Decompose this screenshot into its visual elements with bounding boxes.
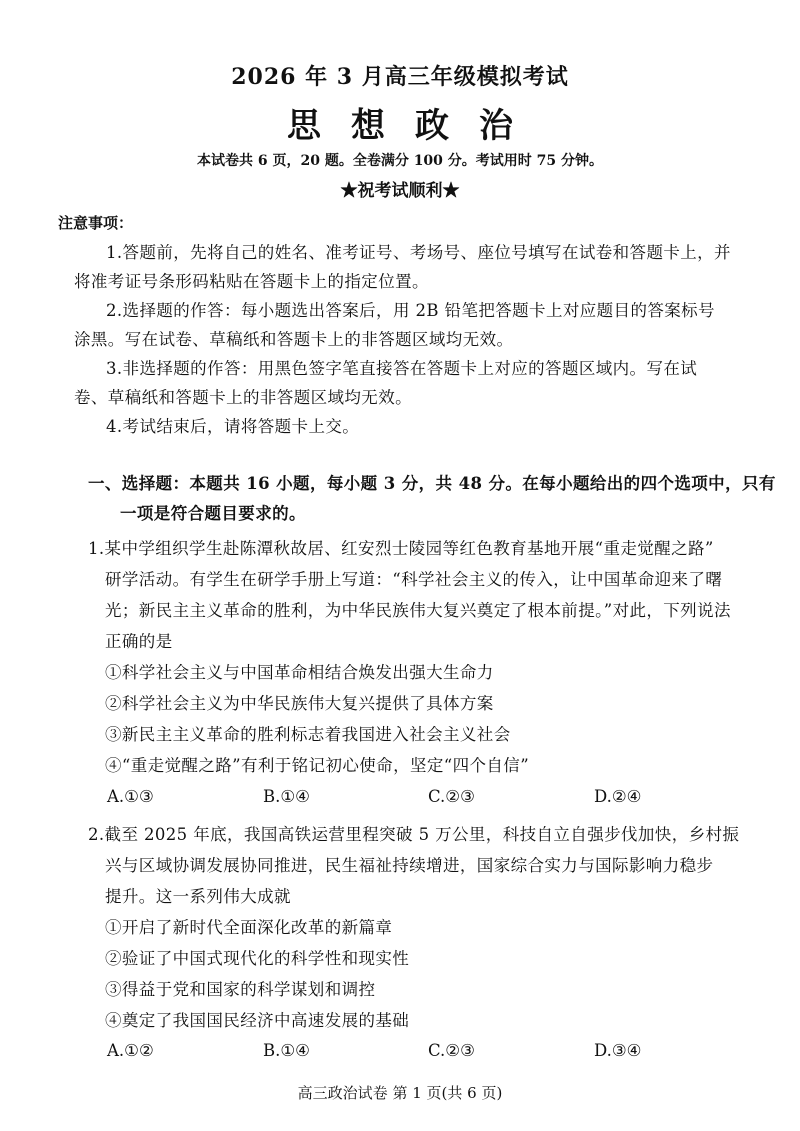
q1-option-c: C.②③ bbox=[428, 787, 475, 806]
q1-option-d: D.②④ bbox=[594, 787, 642, 806]
q1-stem: 光；新民主主义革命的胜利，为中华民族伟大复兴奠定了根本前提。”对此，下列说法 bbox=[105, 601, 731, 620]
notice-line: 4.考试结束后，请将答题卡上交。 bbox=[106, 417, 360, 436]
q1-stem: 研学活动。有学生在研学手册上写道：“科学社会主义的传入，让中国革命迎来了曙 bbox=[105, 570, 723, 589]
notice-line: 卷、草稿纸和答题卡上的非答题区域均无效。 bbox=[74, 388, 412, 407]
q1-option-b: B.①④ bbox=[263, 787, 310, 806]
page-footer: 高三政治试卷 第 1 页(共 6 页) bbox=[297, 1084, 503, 1102]
q2-stem: 提升。这一系列伟大成就 bbox=[105, 887, 291, 906]
q1-item: ③新民主主义革命的胜利标志着我国进入社会主义社会 bbox=[105, 725, 511, 744]
notice-line: 2.选择题的作答：每小题选出答案后，用 2B 铅笔把答题卡上对应题目的答案标号 bbox=[106, 301, 715, 320]
notice-line: 将准考证号条形码粘贴在答题卡上的指定位置。 bbox=[74, 272, 429, 291]
exam-title: 2026 年 3 月高三年级模拟考试 bbox=[231, 64, 569, 90]
q1-item: ①科学社会主义与中国革命相结合焕发出强大生命力 bbox=[105, 663, 494, 682]
subject-title: 思想政治 bbox=[287, 106, 543, 146]
q1-item: ②科学社会主义为中华民族伟大复兴提供了具体方案 bbox=[105, 694, 494, 713]
blessing-text: ★祝考试顺利★ bbox=[340, 181, 460, 201]
q2-stem: 2.截至 2025 年底，我国高铁运营里程突破 5 万公里，科技自立自强步伐加快，乡村振 bbox=[88, 825, 740, 844]
q2-item: ④奠定了我国国民经济中高速发展的基础 bbox=[105, 1011, 410, 1030]
notice-title: 注意事项： bbox=[58, 214, 134, 232]
notice-line: 3.非选择题的作答：用黑色签字笔直接答在答题卡上对应的答题区域内。写在试 bbox=[106, 359, 698, 378]
section-heading: 一、选择题：本题共 16 小题，每小题 3 分，共 48 分。在每小题给出的四个选项中，只有 bbox=[88, 474, 776, 493]
notice-line: 涂黑。写在试卷、草稿纸和答题卡上的非答题区域均无效。 bbox=[74, 330, 514, 349]
q2-stem: 兴与区域协调发展协同推进，民生福祉持续增进，国家综合实力与国际影响力稳步 bbox=[105, 856, 714, 875]
notice-line: 1.答题前，先将自己的姓名、准考证号、考场号、座位号填写在试卷和答题卡上，并 bbox=[106, 243, 731, 262]
q1-stem: 正确的是 bbox=[105, 632, 173, 651]
q2-option-a: A.①② bbox=[107, 1041, 154, 1060]
q2-item: ②验证了中国式现代化的科学性和现实性 bbox=[105, 949, 410, 968]
section-heading: 一项是符合题目要求的。 bbox=[120, 504, 306, 523]
q2-item: ①开启了新时代全面深化改革的新篇章 bbox=[105, 918, 393, 937]
q1-stem: 1.某中学组织学生赴陈潭秋故居、红安烈士陵园等红色教育基地开展“重走觉醒之路” bbox=[88, 539, 714, 558]
q2-option-b: B.①④ bbox=[263, 1041, 310, 1060]
q2-option-d: D.③④ bbox=[594, 1041, 642, 1060]
q2-option-c: C.②③ bbox=[428, 1041, 475, 1060]
exam-info: 本试卷共 6 页，20 题。全卷满分 100 分。考试用时 75 分钟。 bbox=[196, 153, 604, 169]
q1-item: ④“重走觉醒之路”有利于铭记初心使命，坚定“四个自信” bbox=[105, 756, 530, 775]
q1-option-a: A.①③ bbox=[107, 787, 154, 806]
q2-item: ③得益于党和国家的科学谋划和调控 bbox=[105, 980, 376, 999]
